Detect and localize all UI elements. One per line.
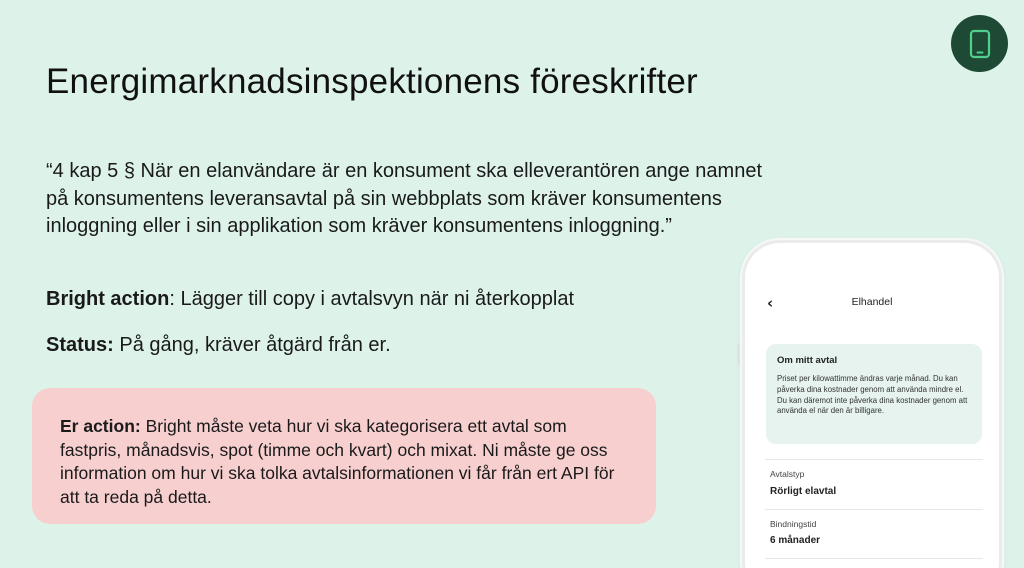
slide-title: Energimarknadsinspektionens föreskrifter	[46, 62, 698, 101]
er-action-label: Er action:	[60, 416, 141, 436]
phone-header	[745, 293, 999, 313]
bright-action-text: : Lägger till copy i avtalsvyn när ni återkopplat	[169, 288, 575, 310]
regulation-quote: “4 kap 5 § När en elanvändare är en konsument ska elleverantören ange namnet på konsumentens leveransavtal på sin webbplats som kräver konsumentens inloggning eller i sin applikation som kräver konsumentens inloggning.”	[46, 160, 763, 237]
phone-mockup	[742, 240, 1002, 568]
er-action-text: Bright måste veta hur vi ska kategorisera ett avtal som fastpris, månadsvis, spot (timme och kvart) och mixat. Ni måste ge oss information om hur vi ska tolka avtalsinformationen vi får från ert API för att ta reda på detta.	[60, 416, 615, 507]
er-action-box	[32, 388, 656, 524]
info-card-title: Om mitt avtal	[777, 355, 838, 366]
bright-action-line	[46, 288, 574, 311]
field-value-contract-type: Rörligt elavtal	[770, 486, 837, 497]
contract-info-card	[766, 344, 982, 444]
bright-action-label: Bright action	[46, 288, 170, 310]
info-card-text: Priset per kilowattimme ändras varje månad. Du kan påverka dina kostnader genom att använda mindre el. Du kan däremot inte påverka dina kostnader genom att använda el när den är billigare.	[777, 374, 968, 416]
field-label-binding-period: Bindningstid	[770, 519, 817, 529]
divider	[765, 509, 983, 510]
mobile-phone-icon	[969, 29, 991, 59]
divider	[765, 459, 983, 460]
field-value-binding-period: 6 månader	[770, 535, 821, 546]
status-line	[46, 334, 391, 357]
phone-header-title: Elhandel	[851, 296, 893, 308]
status-label: Status:	[46, 334, 114, 356]
field-label-contract-type: Avtalstyp	[770, 469, 805, 479]
chevron-left-icon[interactable]: ‹	[767, 294, 774, 312]
device-badge	[951, 15, 1008, 72]
divider	[765, 558, 983, 559]
status-text: På gång, kräver åtgärd från er.	[113, 334, 391, 356]
